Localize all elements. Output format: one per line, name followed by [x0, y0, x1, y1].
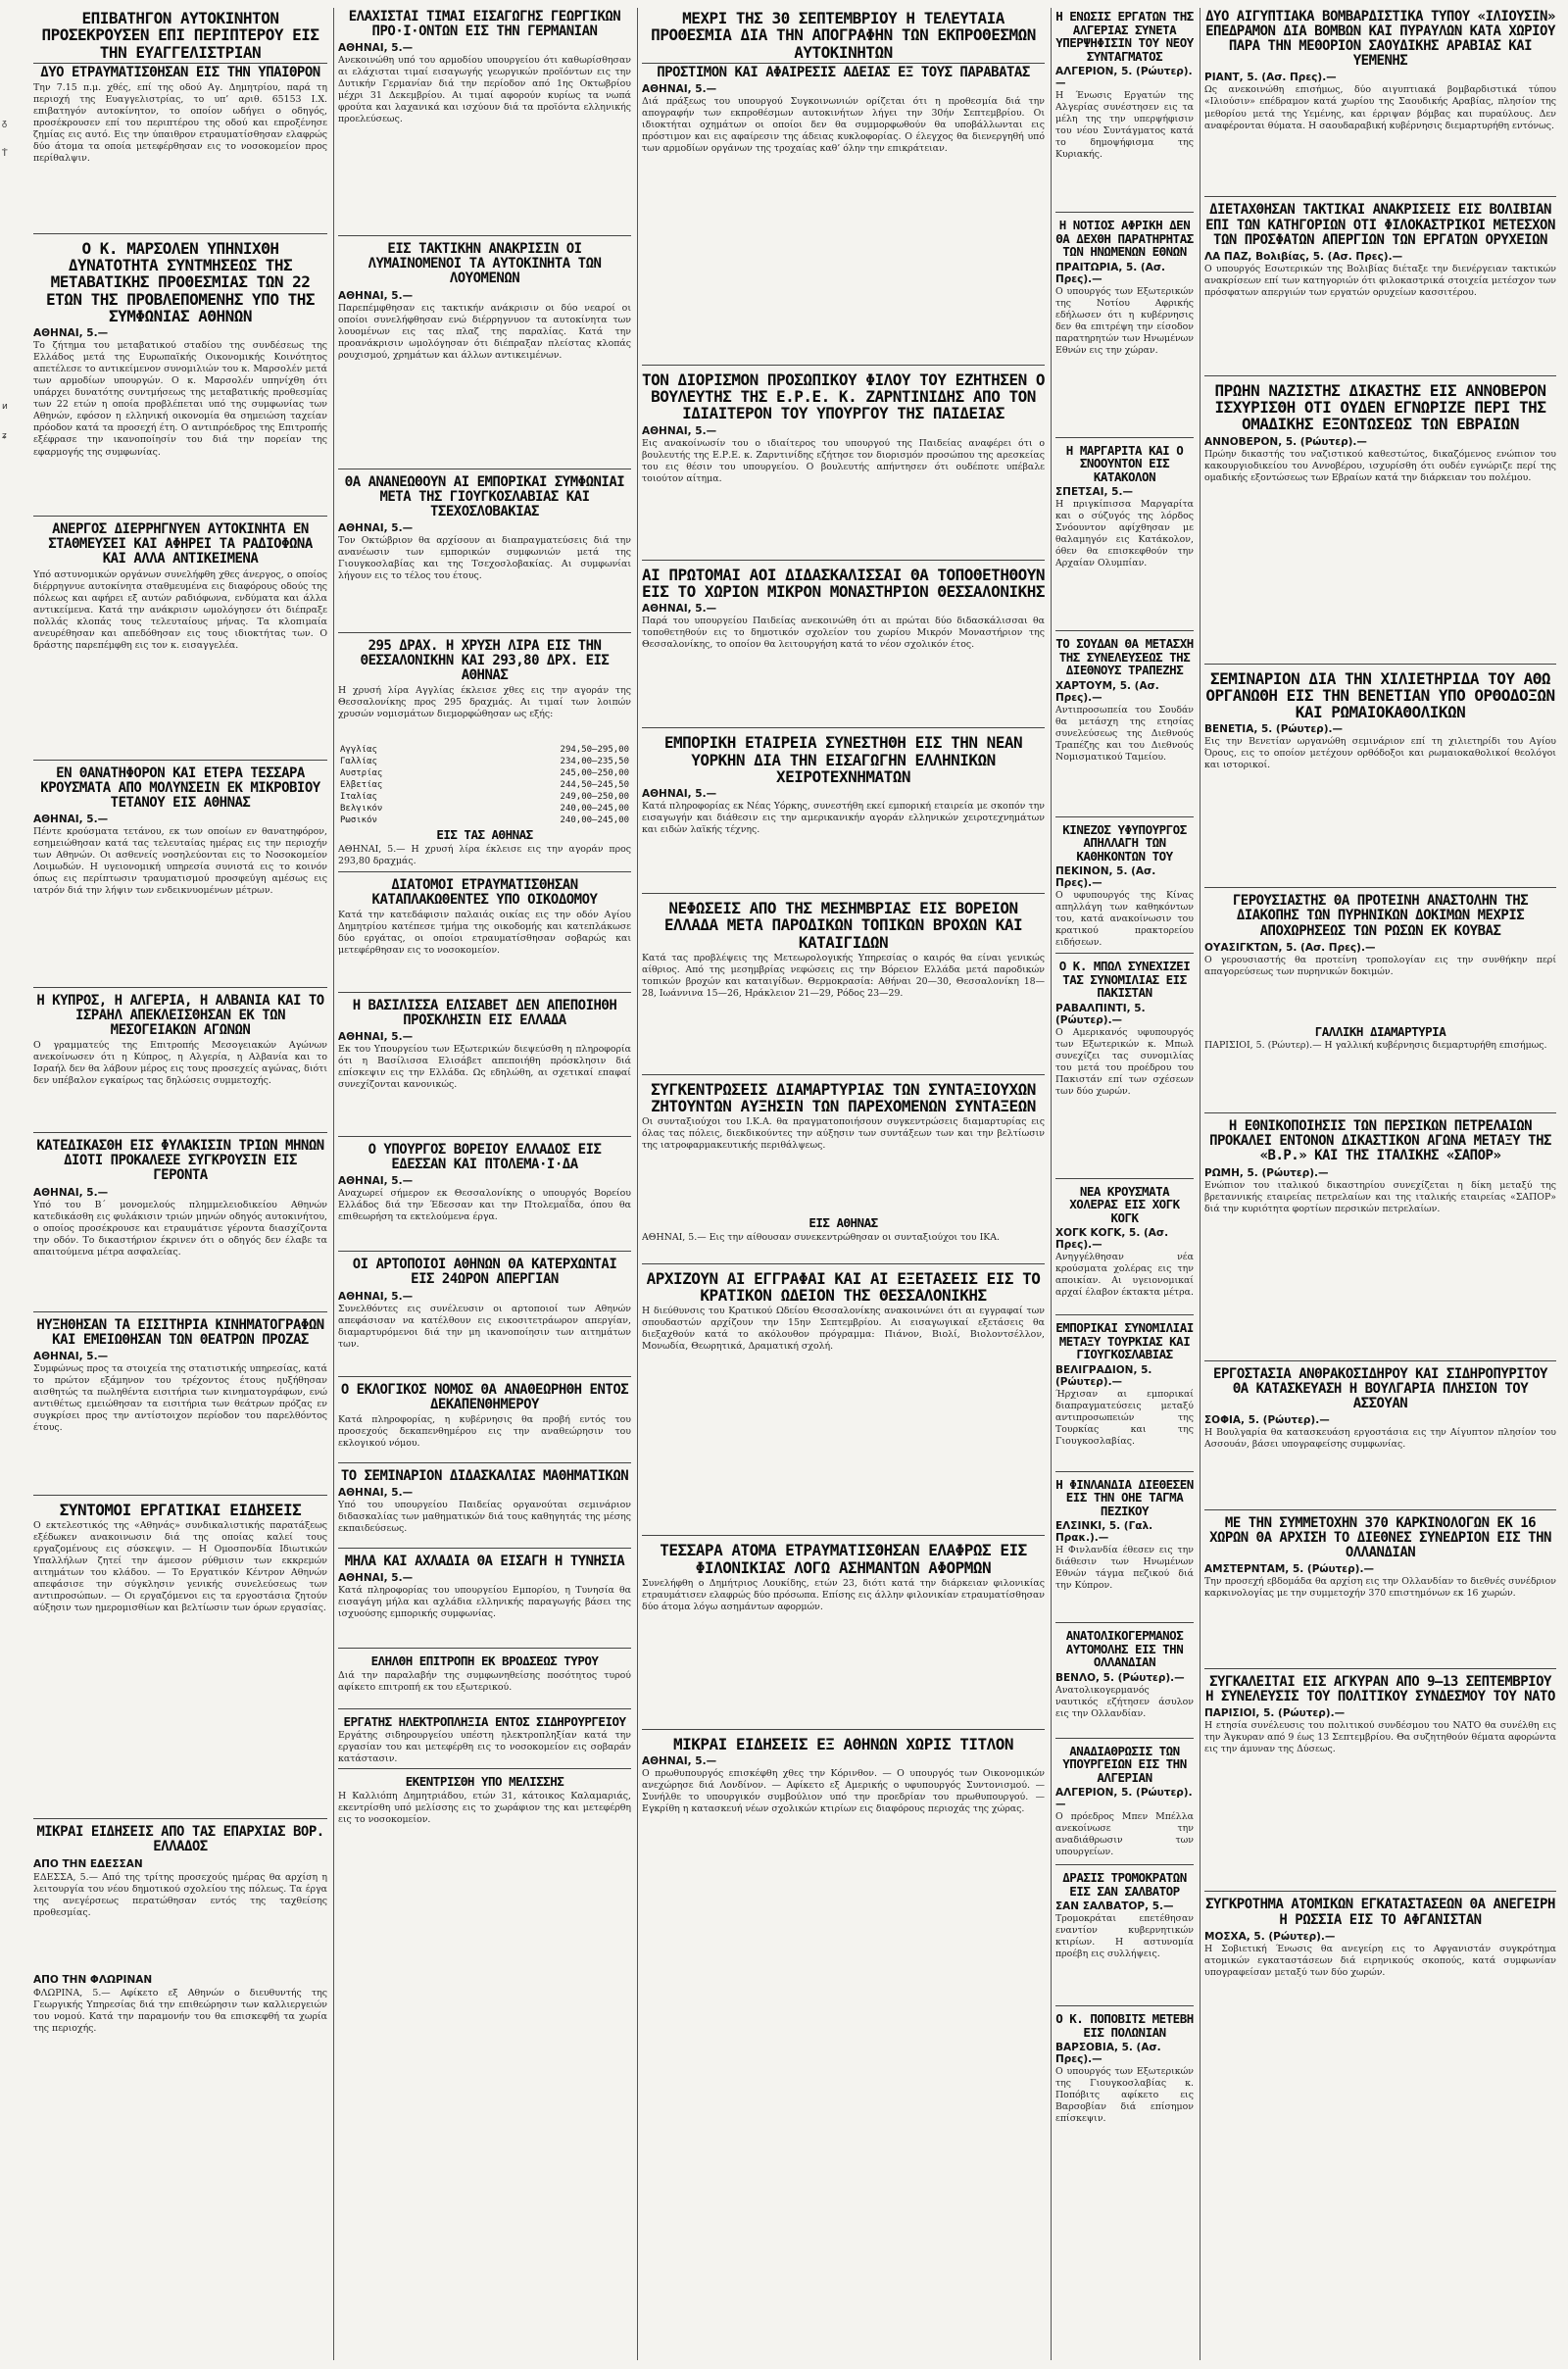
headline: ΤΟΝ ΔΙΟΡΙΣΜΟΝ ΠΡΟΣΩΠΙΚΟΥ ΦΙΛΟΥ ΤΟΥ ΕΖΗΤΗΣΕΝ Ο ΒΟΥΛΕΥΤΗΣ ΤΗΣ Ε.Ρ.Ε. Κ. ΖΑΡΝΤΙΝΙΔΗΣ ΑΠΟ ΤΟΝ ΙΔΙΑΙΤΕΡΟΝ ΤΟΥ ΥΠΟΥΡΓΟΥ ΤΗΣ ΠΑΙΔΕΙΑΣ: [642, 370, 1045, 423]
article-body: Την προσεχή εβδομάδα θα αρχίση εις την Ολλανδίαν το διεθνές συνέδριον καρκινολογίας με την συμμετοχήν 370 επιστημόνων εκ 16 χωρών.: [1204, 1576, 1556, 1600]
dateline: ΑΘΗΝΑΙ, 5.—: [642, 82, 717, 95]
headline: ΑΝΕΡΓΟΣ ΔΙΕΡΡΗΓΝΥΕΝ ΑΥΤΟΚΙΝΗΤΑ ΕΝ ΣΤΑΘΜΕΥΣΕΙ ΚΑΙ ΑΦΗΡΕΙ ΤΑ ΡΑΔΙΟΦΩΝΑ ΚΑΙ ΑΛΛΑ ΑΝΤΙΚΕΙΜΕΝΑ: [48, 521, 313, 568]
article: [642, 734, 1045, 894]
dateline: ΑΘΗΝΑΙ, 5.—: [338, 1175, 414, 1188]
margin-mark: ᵹ: [2, 119, 8, 128]
headline: ΑΝΑΤΟΛΙΚΟΓΕΡΜΑΝΟΣ ΑΥΤΟΜΟΛΗΣ ΕΙΣ ΤΗΝ ΟΛΛΑΝΔΙΑΝ: [1065, 1628, 1184, 1669]
article-body: ΦΛΩΡΙΝΑ, 5.— Αφίκετο εξ Αθηνών ο διευθυντής της Γεωργικής Υπηρεσίας διά την επιθεώρησιν των καλλιεργειών του νομού. Κατά την παραμονήν του θα επισκεφθή τα χωρία της περιοχής.: [33, 1988, 327, 2035]
headline: ΕΜΠΟΡΙΚΑΙ ΣΥΝΟΜΙΛΙΑΙ ΜΕΤΑΞΥ ΤΟΥΡΚΙΑΣ ΚΑΙ ΓΙΟΥΓΚΟΣΛΑΒΙΑΣ: [1055, 1320, 1194, 1361]
dateline: ΒΕΛΙΓΡΑΔΙΟΝ, 5. (Ρώυτερ).—: [1055, 1363, 1152, 1388]
dateline: ΧΑΡΤΟΥΜ, 5. (Ασ. Πρες).—: [1055, 679, 1159, 704]
headline: ΣΥΓΚΕΝΤΡΩΣΕΙΣ ΔΙΑΜΑΡΤΥΡΙΑΣ ΤΩΝ ΣΥΝΤΑΞΙΟΥΧΩΝ ΖΗΤΟΥΝΤΩΝ ΑΥΞΗΣΙΝ ΤΩΝ ΠΑΡΕΧΟΜΕΝΩΝ ΣΥΝΤΑΞΕΩΝ: [651, 1079, 1036, 1116]
headline: ΣΥΓΚΡΟΤΗΜΑ ΑΤΟΜΙΚΩΝ ΕΓΚΑΤΑΣΤΑΣΕΩΝ ΘΑ ΑΝΕΓΕΙΡΗ Η ΡΩΣΣΙΑ ΕΙΣ ΤΟ ΑΦΓΑΝΙΣΤΑΝ: [1205, 1897, 1555, 1928]
headline: ΟΙ ΑΡΤΟΠΟΙΟΙ ΑΘΗΝΩΝ ΘΑ ΚΑΤΕΡΧΩΝΤΑΙ ΕΙΣ 24ΩΡΟΝ ΑΠΕΡΓΙΑΝ: [352, 1257, 617, 1288]
dateline: ΠΡΑΙΤΩΡΙΑ, 5. (Ασ. Πρες).—: [1055, 261, 1166, 285]
article: [33, 1825, 327, 2129]
article-body: ΑΘΗΝΑΙ, 5.— Εις την αίθουσαν συνεκεντρώθησαν οι συνταξιούχοι του ΙΚΑ.: [642, 1231, 1001, 1243]
article: [338, 475, 631, 633]
article: [33, 1318, 327, 1496]
headline: ΔΥΟ ΑΙΓΥΠΤΙΑΚΑ ΒΟΜΒΑΡΔΙΣΤΙΚΑ ΤΥΠΟΥ «ΙΛΙΟΥΣΙΝ» ΕΠΕΔΡΑΜΟΝ ΔΙΑ ΒΟΜΒΩΝ ΚΑΙ ΠΥΡΑΥΛΩΝ ΚΑΤΑ ΧΩΡΙΟΥ ΠΑΡΑ ΤΗΝ ΜΕΘΟΡΙΟΝ ΣΑΟΥΔΙΚΗΣ ΑΡΑΒΙΑΣ ΚΑΙ ΥΕΜΕΝΗΣ: [1205, 9, 1555, 70]
column-2: [333, 8, 635, 2360]
dateline: ΡΩΜΗ, 5. (Ρώυτερ).—: [1204, 1166, 1329, 1179]
article-body: Ο υπουργός των Εξωτερικών της Γιουγκοσλαβίας κ. Ποπόβιτς αφίκετο εις Βαρσοβίαν διά επίσημον επίσκεψιν.: [1055, 2066, 1194, 2125]
article-body: Ο υπουργός των Εξωτερικών της Νοτίου Αφρικής εδήλωσεν ότι η κυβέρνησις δεν θα επιτρέψη την είσοδον παρατηρητών των Ηνωμένων Εθνών εις την χώραν.: [1055, 285, 1194, 356]
column-5: [1200, 8, 1560, 2360]
article: [1055, 637, 1194, 817]
article-body: Ως ανεκοινώθη επισήμως, δύο αιγυπτιακά βομβαρδιστικά τύπου «Ιλιούσιν» επέδραμον κατά χωρίου της Σαουδικής Αραβίας, πλησίον της μεθορίου μετά της Υεμένης, και έρριψαν βόμβας και πυραύλους. Δεν αναφέρονται θύματα. Η σαουδαραβική κυβέρνησις διεμαρτυρήθη εντόνως.: [1204, 84, 1556, 131]
article: [1055, 444, 1194, 632]
table-row: [338, 767, 631, 779]
article: [642, 1542, 1045, 1730]
article: [642, 371, 1045, 561]
dateline: ΒΕΝΕΤΙΑ, 5. (Ρώυτερ).—: [1204, 723, 1343, 736]
headline: ΗΥΞΗΘΗΣΑΝ ΤΑ ΕΙΣΙΤΗΡΙΑ ΚΙΝΗΜΑΤΟΓΡΑΦΩΝ ΚΑΙ ΕΜΕΙΩΘΗΣΑΝ ΤΩΝ ΘΕΑΤΡΩΝ ΠΡΟΖΑΣ: [36, 1316, 324, 1348]
dateline: ΑΘΗΝΑΙ, 5.—: [338, 42, 414, 55]
article: [338, 1654, 631, 1709]
article-body: Διά την παραλαβήν της συμφωνηθείσης ποσότητος τυρού αφίκετο επιτροπή εκ του εξωτερικού.: [338, 1669, 631, 1693]
headline: ΜΗΛΑ ΚΑΙ ΑΧΛΑΔΙΑ ΘΑ ΕΙΣΑΓΗ Η ΤΥΝΗΣΙΑ: [344, 1553, 625, 1569]
headline: ΤΟ ΣΟΥΔΑΝ ΘΑ ΜΕΤΑΣΧΗ ΤΗΣ ΣΥΝΕΛΕΥΣΕΩΣ ΤΗΣ ΔΙΕΘΝΟΥΣ ΤΡΑΠΕΖΗΣ: [1055, 636, 1194, 677]
section-subhead: ΑΠΟ ΤΗΝ ΕΔΕΣΣΑΝ: [33, 1858, 143, 1871]
article-body: Αντιπροσωπεία του Σουδάν θα μετάσχη της ετησίας συνελεύσεως της Διεθνούς Τραπέζης και του Διεθνούς Νομισματικού Ταμείου.: [1055, 704, 1194, 763]
dateline: ΑΘΗΝΑΙ, 5.—: [338, 289, 414, 302]
headline: ΔΙΑΤΟΜΟΙ ΕΤΡΑΥΜΑΤΙΣΘΗΣΑΝ ΚΑΤΑΠΛΑΚΩΘΕΝΤΕΣ ΥΠΟ ΟΙΚΟΔΟΜΟΥ: [371, 876, 598, 908]
article-body: Τρομοκράται επετέθησαν εναντίον κυβερνητικών κτιρίων. Η αστυνομία προέβη εις συλλήψεις.: [1055, 1913, 1194, 1960]
dateline: ΒΕΝΛΟ, 5. (Ρώυτερ).—: [1055, 1671, 1185, 1684]
headline: ΜΙΚΡΑΙ ΕΙΔΗΣΕΙΣ ΕΞ ΑΘΗΝΩΝ ΧΩΡΙΣ ΤΙΤΛΟΝ: [672, 1734, 1014, 1753]
headline: ΝΕΑ ΚΡΟΥΣΜΑΤΑ ΧΟΛΕΡΑΣ ΕΙΣ ΧΟΓΚ ΚΟΓΚ: [1069, 1183, 1180, 1225]
column-3: [637, 8, 1049, 2360]
article-body: ΕΔΕΣΣΑ, 5.— Από της τρίτης προσεχούς ημέρας θα αρχίση η λειτουργία του νέου δημοτικού σχολείου της πόλεως. Τα έργα της ανεγέρσεως περατώθησαν εντός της ταχθείσης προθεσμίας.: [33, 1872, 327, 1919]
article: [1204, 382, 1556, 665]
dateline: ΡΙΑΝΤ, 5. (Ασ. Πρες).—: [1204, 72, 1337, 84]
article: [1204, 10, 1556, 197]
article: [1204, 894, 1556, 1113]
article: [338, 1555, 631, 1649]
headline: ΑΡΧΙΖΟΥΝ ΑΙ ΕΓΓΡΑΦΑΙ ΚΑΙ ΑΙ ΕΞΕΤΑΣΕΙΣ ΕΙΣ ΤΟ ΚΡΑΤΙΚΟΝ ΩΔΕΙΟΝ ΤΗΣ ΘΕΣΣΑΛΟΝΙΚΗΣ: [646, 1268, 1041, 1306]
headline: ΜΕΧΡΙ ΤΗΣ 30 ΣΕΠΤΕΜΒΡΙΟΥ Η ΤΕΛΕΥΤΑΙΑ ΠΡΟΘΕΣΜΙΑ ΔΙΑ ΤΗΝ ΑΠΟΓΡΑΦΗΝ ΤΩΝ ΕΚΠΡΟΘΕΣΜΩΝ ΑΥΤΟΚΙΝΗΤΩΝ: [651, 9, 1036, 62]
headline: ΣΕΜΙΝΑΡΙΟΝ ΔΙΑ ΤΗΝ ΧΙΛΙΕΤΗΡΙΔΑ ΤΟΥ ΑΘΩ ΟΡΓΑΝΩΘΗ ΕΙΣ ΤΗΝ ΒΕΝΕΤΙΑΝ ΥΠΟ ΟΡΘΟΔΟΞΩΝ ΚΑΙ ΡΩΜΑΙΟΚΑΘΟΛΙΚΩΝ: [1205, 668, 1555, 722]
article: [338, 1469, 631, 1549]
dateline: ΑΘΗΝΑΙ, 5.—: [642, 788, 717, 801]
article: [1204, 670, 1556, 889]
article-body: Διά πράξεως του υπουργού Συγκοινωνιών ορίζεται ότι η προθεσμία διά την απογραφήν των εκπροθέσμων αυτοκινήτων λήγει την 30ήν Σεπτεμβρίου. Οι ιδιοκτήται οχημάτων οι οποίοι δεν θα συμμορφωθούν θα υποβάλλωνται εις πρόστιμον και εις αφαίρεσιν της άδειας κυκλοφορίας. Ο έλεγχος θα διενεργηθή υπό των αρμοδίων οργάνων της τροχαίας καθ’ όλην την επικράτειαν.: [642, 95, 1045, 155]
article-body: Η Ένωσις Εργατών της Αλγερίας συνέστησεν εις τα μέλη της την υπερψήφισιν του νέου Συντάγματος κατά το δημοψήφισμα της Κυριακής.: [1055, 90, 1194, 161]
dateline: ΑΜΣΤΕΡΝΤΑΜ, 5. (Ρώυτερ).—: [1204, 1563, 1374, 1576]
headline: Η ΦΙΝΛΑΝΔΙΑ ΔΙΕΘΕΣΕΝ ΕΙΣ ΤΗΝ ΟΗΕ ΤΑΓΜΑ ΠΕΖΙΚΟΥ: [1055, 1476, 1194, 1518]
article: [33, 240, 327, 517]
dateline: ΑΘΗΝΑΙ, 5.—: [642, 424, 717, 437]
article: [1204, 1119, 1556, 1360]
article-body: ΑΘΗΝΑΙ, 5.— Η χρυσή λίρα έκλεισε εις την αγοράν προς 293,80 δραχμάς.: [338, 843, 631, 866]
dateline: ΑΘΗΝΑΙ, 5.—: [338, 1031, 414, 1044]
article: [642, 567, 1045, 729]
article-body: Εις ανακοίνωσίν του ο ιδιαίτερος του υπουργού της Παιδείας αναφέρει ότι ο βουλευτής της Ε.Ρ.Ε. κ. Ζαρντινίδης εζήτησε τον διορισμόν προσώπου της αρεσκείας του εις θέσιν του υπουργείου. Ο βουλευτής απήντησεν ότι ουδέποτε υπέβαλε τοιούτον αίτημα.: [642, 437, 1045, 484]
article: [1055, 960, 1194, 1179]
dateline: ΑΝΝΟΒΕΡΟΝ, 5. (Ρώυτερ).—: [1204, 435, 1367, 448]
article: [33, 10, 327, 234]
article-body: Την 7.15 π.μ. χθές, επί της οδού Αγ. Δημητρίου, παρά τη περιοχή της Ευαγγελιστρίας, το υπ’ αριθ. 65153 Ι.Χ. επιβατηγόν αυτοκίνητον, το οποίον ωδήγει ο οδηγός, προσέκρουσεν επί του περιπτέρου της οδού και επροξένησε ζημίας εις αυτό. Εις την ύπαιθρον ετραυματίσθησαν ελαφρώς δύο άτομα τα οποία μετεφέρθησαν εις το νοσοκομείον προς περίθαλψιν.: [33, 81, 327, 165]
table-cell: Ιταλίας: [340, 792, 377, 803]
article-body: Ο γραμματεύς της Επιτροπής Μεσογειακών Αγώνων ανεκοίνωσεν ότι η Κύπρος, η Αλγερία, η Αλβανία και το Ισραήλ δεν θα λάβουν μέρος εις τους προσεχείς αγώνας, διότι δεν υπέβαλον εγκαίρως τας δηλώσεις συμμετοχής.: [33, 1040, 327, 1087]
table-cell: Βελγικόν: [340, 804, 383, 814]
headline: ΑΝΑΔΙΑΘΡΩΣΙΣ ΤΩΝ ΥΠΟΥΡΓΕΙΩΝ ΕΙΣ ΤΗΝ ΑΛΓΕΡΙΑΝ: [1062, 1743, 1187, 1785]
table-row: [338, 779, 631, 791]
section-subhead: ΕΙΣ ΑΘΗΝΑΣ: [808, 1215, 878, 1231]
article: [338, 1383, 631, 1463]
headline: ΤΕΣΣΑΡΑ ΑΤΟΜΑ ΕΤΡΑΥΜΑΤΙΣΘΗΣΑΝ ΕΛΑΦΡΩΣ ΕΙΣ ΦΙΛΟΝΙΚΙΑΣ ΛΟΓΩ ΑΣΗΜΑΝΤΩΝ ΑΦΟΡΜΩΝ: [660, 1541, 1027, 1577]
dateline: ΛΑ ΠΑΖ, Βολιβίας, 5. (Ασ. Πρες).—: [1204, 250, 1403, 263]
dateline: ΠΕΚΙΝΟΝ, 5. (Ασ. Πρες).—: [1055, 865, 1156, 889]
article-body: Η Καλλιόπη Δημητριάδου, ετών 31, κάτοικος Καλαμαριάς, εκεντρίσθη υπό μελίσσης εις το χωράφιον της και μετεφέρθη εις το νοσοκομείον.: [338, 1790, 631, 1825]
article-body: Ο Αμερικανός υφυπουργός των Εξωτερικών κ. Μπωλ συνεχίζει τας συνομιλίας του μετά του προέδρου του Πακιστάν επί των σχέσεων των δύο χωρών.: [1055, 1026, 1194, 1097]
section-subhead: ΑΠΟ ΤΗΝ ΦΛΩΡΙΝΑΝ: [33, 1974, 153, 1987]
article-body: Ο πρωθυπουργός επισκέφθη χθες την Κόρινθον. — Ο υπουργός των Οικονομικών ανεχώρησε διά Λονδίνον. — Αφίκετο εξ Αμερικής ο υφυπουργός Συντονισμού. — Συνήλθε το υπουργικόν συμβούλιον υπό την προεδρίαν του πρωθυπουργού. — Εγκρίθη η κατασκευή νέων σχολικών κτιρίων εις διαφόρους περιοχάς της χώρας.: [642, 1768, 1045, 1815]
table-cell: Αυστρίας: [340, 768, 383, 779]
table-row: [338, 803, 631, 814]
dateline: ΑΘΗΝΑΙ, 5.—: [338, 1572, 414, 1585]
article: [33, 1502, 327, 1819]
headline: ΕΛΗΛΘΗ ΕΠΙΤΡΟΠΗ ΕΚ ΒΡΟΔΣΕΩΣ ΤΥΡΟΥ: [370, 1653, 599, 1669]
article-body: Εκ του Υπουργείου των Εξωτερικών διεψεύσθη η πληροφορία ότι η Βασίλισσα Ελισάβετ απεποιήθη πρόσκλησιν διά επίσκεψιν εις την Ελλάδα. Ως εδηλώθη, αι σχετικαί επαφαί συνεχίζονται κανονικώς.: [338, 1044, 631, 1091]
headline: Ο Κ. ΜΠΩΛ ΣΥΝΕΧΙΖΕΙ ΤΑΣ ΣΥΝΟΜΙΛΙΑΣ ΕΙΣ ΠΑΚΙΣΤΑΝ: [1058, 959, 1191, 1000]
dateline: ΑΘΗΝΑΙ, 5.—: [338, 521, 414, 534]
article-body: Υπό του υπουργείου Παιδείας οργανούται σεμινάριον διδασκαλίας των μαθηματικών διά τους καθηγητάς της μέσης εκπαιδεύσεως.: [338, 1499, 631, 1534]
article-body: Ο υφυπουργός της Κίνας απηλλάγη των καθηκόντων του, κατά ανακοίνωσιν του κρατικού πρακτορείου ειδήσεων.: [1055, 890, 1194, 949]
article-body: Κατά τας προβλέψεις της Μετεωρολογικής Υπηρεσίας ο καιρός θα είναι γενικώς αίθριος. Από της μεσημβρίας νεφώσεις εις την Βόρειον Ελλάδα μετά παροδικών τοπικών βροχών και καταιγίδων. Θερμοκρασία: Αθήναι 20—30, Θεσσαλονίκη 18—28, Ιωάννινα 15—26, Ηράκλειον 21—29, Ρόδος 23—29.: [642, 952, 1045, 999]
table-cell: Ελβετίας: [340, 780, 383, 791]
article: [1055, 219, 1194, 438]
dateline: ΑΘΗΝΑΙ, 5.—: [33, 813, 109, 825]
article-body: Ο υπουργός Εσωτερικών της Βολιβίας διέταξε την διενέργειαν τακτικών ανακρίσεων επί των κατηγοριών ότι φιλοκαστρικά στοιχεία μετέσχον των πρόσφατων απεργιών των εργατών ορυχείων κασσιτέρου.: [1204, 263, 1556, 298]
dateline: ΕΛΣΙΝΚΙ, 5. (Γαλ. Πρακ.).—: [1055, 1520, 1153, 1544]
table-row: [338, 791, 631, 803]
table-cell: 234,00—235,50: [560, 757, 629, 767]
article: [33, 522, 327, 760]
headline: ΜΙΚΡΑΙ ΕΙΔΗΣΕΙΣ ΑΠΟ ΤΑΣ ΕΠΑΡΧΙΑΣ ΒΟΡ. ΕΛΛΑΔΟΣ: [36, 1824, 324, 1855]
article-body: Η διεύθυνσις του Κρατικού Ωδείου Θεσσαλονίκης ανακοινώνει ότι αι εγγραφαί των σπουδαστών αρχίζουν την 15ην Σεπτεμβρίου. Αι εισαγωγικαί εξετάσεις θα διεξαχθούν κατά το ακόλουθον πρόγραμμα: Πιάνον, Βιολί, Βιολοντσέλλον, Μονωδία, Θεωρητικά, Δραματική σχολή.: [642, 1306, 1045, 1353]
article: [1055, 10, 1194, 213]
article: [1204, 1367, 1556, 1510]
article-body: Η Φινλανδία έθεσεν εις την διάθεσιν των Ηνωμένων Εθνών τάγμα πεζικού διά την Κύπρον.: [1055, 1545, 1194, 1592]
gold-price-table: [338, 744, 631, 826]
article: [338, 1258, 631, 1376]
article-body: Η ετησία συνέλευσις του πολιτικού συνδέσμου του ΝΑΤΟ θα συνέλθη εις την Άγκυραν από 9 έως 13 Σεπτεμβρίου. Θα συζητηθούν θέματα αφορώντα εις την άμυναν της Δύσεως.: [1204, 1720, 1556, 1755]
table-cell: Αγγλίας: [340, 745, 377, 756]
article-body: Κατά πληροφορίας του υπουργείου Εμπορίου, η Τυνησία θα εισαγάγη μήλα και αχλάδια ελληνικής παραγωγής βάσει της ισχυούσης εμπορικής συμφωνίας.: [338, 1585, 631, 1620]
headline: Η ΕΘΝΙΚΟΠΟΙΗΣΙΣ ΤΩΝ ΠΕΡΣΙΚΩΝ ΠΕΤΡΕΛΑΙΩΝ ΠΡΟΚΑΛΕΙ ΕΝΤΟΝΟΝ ΔΙΚΑΣΤΙΚΟΝ ΑΓΩΝΑ ΜΕΤΑΞΥ ΤΗΣ «Β.Ρ.» ΚΑΙ ΤΗΣ ΙΤΑΛΙΚΗΣ «ΣΑΠΟΡ»: [1209, 1118, 1551, 1164]
table-cell: 244,50—245,50: [560, 780, 629, 791]
subheadline: ΠΡΟΣΤΙΜΟΝ ΚΑΙ ΑΦΑΙΡΕΣΙΣ ΑΔΕΙΑΣ ΕΞ ΤΟΥΣ ΠΑΡΑΒΑΤΑΣ: [642, 63, 1045, 80]
headline: ΕΝ ΘΑΝΑΤΗΦΟΡΟΝ ΚΑΙ ΕΤΕΡΑ ΤΕΣΣΑΡΑ ΚΡΟΥΣΜΑΤΑ ΑΠΟ ΜΟΛΥΝΣΕΙΝ ΕΚ ΜΙΚΡΟΒΙΟΥ ΤΕΤΑΝΟΥ ΕΙΣ ΑΘΗΝΑΣ: [40, 765, 320, 811]
article: [338, 1715, 631, 1770]
dateline: ΡΑΒΑΛΠΙΝΤΙ, 5. (Ρώυτερ).—: [1055, 1002, 1146, 1026]
section-subhead: ΕΙΣ ΤΑΣ ΑΘΗΝΑΣ: [436, 827, 533, 843]
margin-mark: ʑ: [2, 431, 7, 441]
article-body: Ήρχισαν αι εμπορικαί διαπραγματεύσεις μεταξύ αντιπροσωπειών της Τουρκίας και της Γιουγκοσλαβίας.: [1055, 1388, 1194, 1447]
headline: ΝΕΦΩΣΕΙΣ ΑΠΟ ΤΗΣ ΜΕΣΗΜΒΡΙΑΣ ΕΙΣ ΒΟΡΕΙΟΝ ΕΛΛΑΔΑ ΜΕΤΑ ΠΑΡΟΔΙΚΩΝ ΤΟΠΙΚΩΝ ΒΡΟΧΩΝ ΚΑΙ ΚΑΤΑΙΓΙΔΩΝ: [663, 899, 1023, 952]
headline: Η ΚΥΠΡΟΣ, Η ΑΛΓΕΡΙΑ, Η ΑΛΒΑΝΙΑ ΚΑΙ ΤΟ ΙΣΡΑΗΛ ΑΠΕΚΛΕΙΣΘΗΣΑΝ ΕΚ ΤΩΝ ΜΕΣΟΓΕΙΑΚΩΝ ΑΓΩΝΩΝ: [36, 992, 324, 1039]
dateline: ΒΑΡΣΟΒΙΑ, 5. (Ασ. Πρες).—: [1055, 2042, 1161, 2065]
dateline: ΑΛΓΕΡΙΟΝ, 5. (Ρώυτερ).—: [1055, 66, 1193, 89]
article-body: ΠΑΡΙΣΙΟΙ, 5. (Ρώυτερ).— Η γαλλική κυβέρνησις διεμαρτυρήθη επισήμως.: [1204, 1040, 1547, 1052]
dateline: ΠΑΡΙΣΙΟΙ, 5. (Ρώυτερ).—: [1204, 1707, 1346, 1720]
headline: Ο ΕΚΛΟΓΙΚΟΣ ΝΟΜΟΣ ΘΑ ΑΝΑΘΕΩΡΗΘΗ ΕΝΤΟΣ ΔΕΚΑΠΕΝΘΗΜΕΡΟΥ: [340, 1381, 629, 1412]
article: [1055, 1871, 1194, 2006]
article-body: Ανηγγέλθησαν νέα κρούσματα χολέρας εις την αποικίαν. Αι υγειονομικαί αρχαί έλαβον έκτακτα μέτρα.: [1055, 1252, 1194, 1299]
article: [642, 1081, 1045, 1264]
table-cell: Γαλλίας: [340, 757, 377, 767]
article-body: Εργάτης σιδηρουργείου υπέστη ηλεκτροπληξίαν κατά την εργασίαν του και μετεφέρθη εις το νοσοκομείον εις σοβαράν κατάστασιν.: [338, 1730, 631, 1765]
article: [338, 1143, 631, 1252]
newspaper-page: [29, 8, 1560, 2360]
headline: ΕΠΙΒΑΤΗΓΟΝ ΑΥΤΟΚΙΝΗΤΟΝ ΠΡΟΣΕΚΡΟΥΣΕΝ ΕΠΙ ΠΕΡΙΠΤΕΡΟΥ ΕΙΣ ΤΗΝ ΕΥΑΓΓΕΛΙΣΤΡΙΑΝ: [41, 9, 319, 62]
article: [642, 1270, 1045, 1537]
article: [642, 10, 1045, 366]
article: [1055, 823, 1194, 955]
article: [338, 639, 631, 872]
dateline: ΜΟΣΧΑ, 5. (Ρώυτερ).—: [1204, 1930, 1336, 1943]
headline: Ο Κ. ΠΟΠΟΒΙΤΣ ΜΕΤΕΒΗ ΕΙΣ ΠΟΛΩΝΙΑΝ: [1055, 2011, 1194, 2040]
dateline: ΑΘΗΝΑΙ, 5.—: [33, 1186, 109, 1199]
dateline: ΣΑΝ ΣΑΛΒΑΤΟΡ, 5.—: [1055, 1900, 1174, 1912]
article-body: Εις την Βενετίαν ωργανώθη σεμινάριον επί τη χιλιετηρίδι του Αγίου Όρους, εις το οποίον μετέχουν ορθόδοξοι και ρωμαιοκαθολικοί θεολόγοι και ιστορικοί.: [1204, 736, 1556, 771]
dateline: ΧΟΓΚ ΚΟΓΚ, 5. (Ασ. Πρες).—: [1055, 1227, 1169, 1251]
table-row: [338, 756, 631, 767]
article-body: Ανεκοινώθη υπό του αρμοδίου υπουργείου ότι καθωρίσθησαν αι ελάχισται τιμαί εισαγωγής γεωργικών προϊόντων εις την Δυτικήν Γερμανίαν διά την περίοδον από 1ης Οκτωβρίου μέχρι 31 Δεκεμβρίου. Αι τιμαί αφορούν κυρίως τα νωπά φρούτα και λαχανικά και ισχύουν διά τα προϊόντα ελληνικής προελεύσεως.: [338, 55, 631, 125]
headline: ΣΥΝΤΟΜΟΙ ΕΡΓΑΤΙΚΑΙ ΕΙΔΗΣΕΙΣ: [59, 1500, 302, 1519]
dateline: ΣΠΕΤΣΑΙ, 5.—: [1055, 486, 1133, 498]
article-body: Το ζήτημα του μεταβατικού σταδίου της συνδέσεως της Ελλάδος μετά της Ευρωπαϊκής Οικονομικής Κοινότητος απετέλεσε το αντικείμενον συνομιλιών του κ. Μαρσολέν μετά των αρμοδίων υπουργών. Ο κ. Μαρσολέν υπηνίχθη ότι υπάρχει δυνατότης συντμήσεως της μεταβατικής προθεσμίας των 22 ετών η οποία προβλέπεται υπό της συμφωνίας των Αθηνών, εφόσον η ελληνική οικονομία θα σημειώση ταχείαν πρόοδον κατά τα προσεχή έτη. Ο αντιπρόεδρος της Επιτροπής εξέφρασε την ικανοποίησίν του διά την πορείαν της εφαρμογής της συμφωνίας.: [33, 340, 327, 458]
article-body: Ο πρόεδρος Μπεν Μπέλλα ανεκοίνωσε την αναδιάθρωσιν των υπουργείων.: [1055, 1811, 1194, 1858]
headline: Η ΕΝΩΣΙΣ ΕΡΓΑΤΩΝ ΤΗΣ ΑΛΓΕΡΙΑΣ ΣΥΝΕΤΑ ΥΠΕΡΨΗΦΙΣΙΝ ΤΟΥ ΝΕΟΥ ΣΥΝΤΑΓΜΑΤΟΣ: [1055, 9, 1194, 64]
article-body: Πέντε κρούσματα τετάνου, εκ των οποίων εν θανατηφόρον, εσημειώθησαν κατά τας τελευταίας ημέρας εις την περιοχήν των Αθηνών. Οι ασθενείς νοσηλεύονται εις το Νοσοκομείον Λοιμωδών. Η υγειονομική υπηρεσία συνιστά εις το κοινόν όπως εις περίπτωσιν τραυματισμού προσφεύγη αμέσως εις ιατρόν διά την λήψιν των ενδεικνυομένων μέτρων.: [33, 825, 327, 897]
dateline: ΑΘΗΝΑΙ, 5.—: [642, 603, 717, 616]
dateline: ΣΟΦΙΑ, 5. (Ρώυτερ).—: [1204, 1413, 1330, 1426]
headline: Η ΜΑΡΓΑΡΙΤΑ ΚΑΙ Ο ΣΝΟΟΥΝΤΟΝ ΕΙΣ ΚΑΤΑΚΟΛΟΝ: [1065, 442, 1184, 484]
article: [338, 10, 631, 236]
margin-mark: ᴎ: [2, 402, 8, 412]
headline: Ο ΥΠΟΥΡΓΟΣ ΒΟΡΕΙΟΥ ΕΛΛΑΔΟΣ ΕΙΣ ΕΔΕΣΣΑΝ ΚΑΙ ΠΤΟΛΕΜΑ·Ι·ΔΑ: [368, 1142, 602, 1173]
column-4: [1051, 8, 1198, 2360]
headline: ΘΑ ΑΝΑΝΕΩΘΟΥΝ ΑΙ ΕΜΠΟΡΙΚΑΙ ΣΥΜΦΩΝΙΑΙ ΜΕΤΑ ΤΗΣ ΓΙΟΥΓΚΟΣΛΑΒΙΑΣ ΚΑΙ ΤΣΕΧΟΣΛΟΒΑΚΙΑΣ: [344, 473, 625, 519]
article-body: Η χρυσή λίρα Αγγλίας έκλεισε χθες εις την αγοράν της Θεσσαλονίκης προς 295 δραχμάς. Αι τιμαί των λοιπών χρυσών νομισμάτων διεμορφώθησαν ως εξής:: [338, 685, 631, 720]
table-cell: 240,00—245,00: [560, 804, 629, 814]
dateline: ΑΘΗΝΑΙ, 5.—: [33, 1350, 109, 1362]
headline: Η ΒΑΣΙΛΙΣΣΑ ΕΛΙΣΑΒΕΤ ΔΕΝ ΑΠΕΠΟΙΗΘΗ ΠΡΟΣΚΛΗΣΙΝ ΕΙΣ ΕΛΛΑΔΑ: [352, 997, 617, 1029]
article: [33, 766, 327, 988]
table-cell: 294,50—295,00: [560, 745, 629, 756]
headline: ΕΙΣ ΤΑΚΤΙΚΗΝ ΑΝΑΚΡΙΣΙΝ ΟΙ ΛΥΜΑΙΝΟΜΕΝΟΙ ΤΑ ΑΥΤΟΚΙΝΗΤΑ ΤΩΝ ΛΟΥΟΜΕΝΩΝ: [368, 241, 602, 287]
article-body: Συνελήφθη ο Δημήτριος Λουκίδης, ετών 23, διότι κατά την διάρκειαν φιλονικίας ετραυμάτισεν ελαφρώς δύο πρόσωπα. Επίσης εις άλλην φιλονικίαν ετραυματίσθησαν δύο άτομα λόγω ασημάντων αφορμών.: [642, 1577, 1045, 1612]
article: [1055, 1321, 1194, 1472]
headline: ΣΥΓΚΑΛΕΙΤΑΙ ΕΙΣ ΑΓΚΥΡΑΝ ΑΠΟ 9—13 ΣΕΠΤΕΜΒΡΙΟΥ Η ΣΥΝΕΛΕΥΣΙΣ ΤΟΥ ΠΟΛΙΤΙΚΟΥ ΣΥΝΔΕΣΜΟΥ ΤΟΥ ΝΑΤΟ: [1205, 1674, 1555, 1705]
article: [1055, 2012, 1194, 2227]
article: [33, 994, 327, 1133]
article-body: Συμφώνως προς τα στοιχεία της στατιστικής υπηρεσίας, κατά το πρώτον εξάμηνον του τρέχοντος έτους ηυξήθησαν αισθητώς τα πωληθέντα εισιτήρια των κινηματογράφων, ενώ αντιθέτως εμειώθησαν τα εισιτήρια των θεάτρων πρόζας εν συγκρίσει προς την αντίστοιχον περίοδον του παρελθόντος έτους.: [33, 1362, 327, 1433]
article-body: Παρά του υπουργείου Παιδείας ανεκοινώθη ότι αι πρώται δύο διδασκάλισσαι θα τοποθετηθούν εις το δημοτικόν σχολείον του χωρίου Μικρόν Μοναστήριον της Θεσσαλονίκης, το οποίον θα λειτουργήση κατά το νέον σχολικόν έτος.: [642, 616, 1045, 651]
article: [1055, 1185, 1194, 1316]
article-body: Υπό αστυνομικών οργάνων συνελήφθη χθες άνεργος, ο οποίος διέρρηγνυε αυτοκίνητα σταθμευμένα εις διαφόρους οδούς της πόλεως και αφήρει εξ αυτών ραδιόφωνα, ενδύματα και άλλα αντικείμενα. Κατά την ανάκρισιν ωμολόγησεν ότι διέπραξε πολλάς κλοπάς τους τελευταίους μήνας. Τα κλοπιμαία ανευρέθησαν και απεδόθησαν εις τους ιδιοκτήτας των. Ο δράστης παρεπέμφθη εις τον κ. εισαγγελέα.: [33, 568, 327, 651]
headline: ΕΜΠΟΡΙΚΗ ΕΤΑΙΡΕΙΑ ΣΥΝΕΣΤΗΘΗ ΕΙΣ ΤΗΝ ΝΕΑΝ ΥΟΡΚΗΝ ΔΙΑ ΤΗΝ ΕΙΣΑΓΩΓΗΝ ΕΛΛΗΝΙΚΩΝ ΧΕΙΡΟΤΕΧΝΗΜΑΤΩΝ: [663, 733, 1023, 786]
article-body: Η πριγκίπισσα Μαργαρίτα και ο σύζυγός της λόρδος Σνόουντον αφίχθησαν με θαλαμηγόν εις Κατάκολον, όθεν θα επισκεφθούν την Αρχαίαν Ολυμπίαν.: [1055, 499, 1194, 569]
headline: ΕΚΕΝΤΡΙΣΘΗ ΥΠΟ ΜΕΛΙΣΣΗΣ: [405, 1774, 564, 1790]
headline: ΓΕΡΟΥΣΙΑΣΤΗΣ ΘΑ ΠΡΟΤΕΙΝΗ ΑΝΑΣΤΟΛΗΝ ΤΗΣ ΔΙΑΚΟΠΗΣ ΤΩΝ ΠΥΡΗΝΙΚΩΝ ΔΟΚΙΜΩΝ ΜΕΧΡΙΣ ΑΠΟΧΩΡΗΣΕΩΣ ΤΩΝ ΡΩΣΩΝ ΕΚ ΚΟΥΒΑΣ: [1232, 893, 1529, 939]
section-subhead: ΓΑΛΛΙΚΗ ΔΙΑΜΑΡΤΥΡΙΑ: [1314, 1023, 1446, 1039]
article-body: Υπό του Β΄ μονομελούς πλημμελειοδικείου Αθηνών κατεδικάσθη εις φυλάκισιν τριών μηνών οδηγός αυτοκινήτου, ο οποίος προσέκρουσε και ετραυμάτισε γέροντα διασχίζοντα την οδόν. Το δικαστήριον έκρινεν ότι ο οδηγός δεν έλαβε τα απαιτούμενα μέτρα ασφαλείας.: [33, 1199, 327, 1258]
headline: ΚΑΤΕΔΙΚΑΣΘΗ ΕΙΣ ΦΥΛΑΚΙΣΙΝ ΤΡΙΩΝ ΜΗΝΩΝ ΔΙΟΤΙ ΠΡΟΚΑΛΕΣΕ ΣΥΓΚΡΟΥΣΙΝ ΕΙΣ ΓΕΡΟΝΤΑ: [36, 1138, 324, 1184]
headline: ΠΡΩΗΝ ΝΑΖΙΣΤΗΣ ΔΙΚΑΣΤΗΣ ΕΙΣ ΑΝΝΟΒΕΡΟΝ ΙΣΧΥΡΙΣΘΗ ΟΤΙ ΟΥΔΕΝ ΕΓΝΩΡΙΖΕ ΠΕΡΙ ΤΗΣ ΟΜΑΔΙΚΗΣ ΕΞΟΝΤΩΣΕΩΣ ΤΩΝ ΕΒΡΑΙΩΝ: [1214, 380, 1546, 434]
headline: Ο Κ. ΜΑΡΣΟΛΕΝ ΥΠΗΝΙΧΘΗ ΔΥΝΑΤΟΤΗΤΑ ΣΥΝΤΜΗΣΕΩΣ ΤΗΣ ΜΕΤΑΒΑΤΙΚΗΣ ΠΡΟΘΕΣΜΙΑΣ ΤΩΝ 22 ΕΤΩΝ ΤΗΣ ΠΡΟΒΛΕΠΟΜΕΝΗΣ ΥΠΟ ΤΗΣ ΣΥΜΦΩΝΙΑΣ ΑΘΗΝΩΝ: [46, 238, 315, 325]
headline: ΜΕ ΤΗΝ ΣΥΜΜΕΤΟΧΗΝ 370 ΚΑΡΚΙΝΟΛΟΓΩΝ ΕΚ 16 ΧΩΡΩΝ ΘΑ ΑΡΧΙΣΗ ΤΟ ΔΙΕΘΝΕΣ ΣΥΝΕΔΡΙΟΝ ΕΙΣ ΤΗΝ ΟΛΛΑΝΔΙΑΝ: [1209, 1514, 1551, 1561]
subheadline: ΔΥΟ ΕΤΡΑΥΜΑΤΙΣΘΗΣΑΝ ΕΙΣ ΤΗΝ ΥΠΑΙΘΡΟΝ: [33, 63, 327, 80]
article-body: Πρώην δικαστής του ναζιστικού καθεστώτος, δικαζόμενος ενώπιον του κακουργιοδικείου του Αννοβέρου, ισχυρίσθη ότι ουδέν εγνώριζε περί της ομαδικής εξοντώσεως των Εβραίων κατά την διάρκειαν του πολέμου.: [1204, 448, 1556, 483]
article: [338, 999, 631, 1137]
article: [1055, 1745, 1194, 1866]
article: [1204, 1516, 1556, 1669]
article: [1055, 1629, 1194, 1739]
table-row: [338, 744, 631, 756]
headline: ΔΙΕΤΑΧΘΗΣΑΝ ΤΑΚΤΙΚΑΙ ΑΝΑΚΡΙΣΕΙΣ ΕΙΣ ΒΟΛΙΒΙΑΝ ΕΠΙ ΤΩΝ ΚΑΤΗΓΟΡΙΩΝ ΟΤΙ ΦΙΛΟΚΑΣΤΡΙΚΟΙ ΜΕΤΕΣΧΟΝ ΤΩΝ ΠΡΟΣΦΑΤΩΝ ΑΠΕΡΓΙΩΝ ΤΩΝ ΕΡΓΑΤΩΝ ΟΡΥΧΕΙΩΝ: [1205, 202, 1555, 248]
article: [642, 1736, 1045, 2066]
article-body: Κατά την κατεδάφισιν παλαιάς οικίας εις την οδόν Αγίου Δημητρίου κατέπεσε τμήμα της οικοδομής και κατεπλάκωσε δύο εργάτας, οι οποίοι ετραυματίσθησαν σοβαρώς και μετεφέρθησαν εις το νοσοκομείον.: [338, 909, 631, 957]
article-body: Ενώπιον του ιταλικού δικαστηρίου συνεχίζεται η δίκη μεταξύ της βρεταννικής εταιρείας πετρελαίων και της ιταλικής εταιρείας «ΣΑΠΟΡ» διά την κυριότητα φορτίων περσικών πετρελαίων.: [1204, 1179, 1556, 1214]
article-body: Οι συνταξιούχοι του Ι.Κ.Α. θα πραγματοποιήσουν συγκεντρώσεις διαμαρτυρίας εις όλας τας πόλεις, διεκδικούντες την αύξησιν των συντάξεων των και την βελτίωσιν της ιατροφαρμακευτικής περιθάλψεως.: [642, 1116, 1045, 1152]
headline: 295 ΔΡΑΧ. Η ΧΡΥΣΗ ΛΙΡΑ ΕΙΣ ΤΗΝ ΘΕΣΣΑΛΟΝΙΚΗΝ ΚΑΙ 293,80 ΔΡΧ. ΕΙΣ ΑΘΗΝΑΣ: [360, 637, 610, 684]
article: [33, 1139, 327, 1311]
article-body: Ο εκτελεστικός της «Αθηνάς» συνδικαλιστικής παρατάξεως εξέδωκεν ανακοινωσιν διά της οποίας καλεί τους εργαζομένους εις σύσκεψιν. — Η Ομοσπονδία Ιδιωτικών Υπαλλήλων ζητεί την άμεσον ρύθμισιν των εκκρεμών αιτημάτων του κλάδου. — Το Εργατικόν Κέντρον Αθηνών απεφάσισε την σύγκλησιν γενικής συνελεύσεως των αντιπροσώπων. — Οι εργαζόμενοι εις τα εργοστάσια ζητούν αύξησιν των ημερομισθίων και βελτίωσιν των όρων εργασίας.: [33, 1520, 327, 1614]
article: [338, 242, 631, 469]
article: [1204, 1675, 1556, 1892]
headline: ΕΛΑΧΙΣΤΑΙ ΤΙΜΑΙ ΕΙΣΑΓΩΓΗΣ ΓΕΩΡΓΙΚΩΝ ΠΡΟ·Ι·ΟΝΤΩΝ ΕΙΣ ΤΗΝ ΓΕΡΜΑΝΙΑΝ: [348, 9, 621, 40]
headline: ΑΙ ΠΡΩΤΟΜΑΙ ΑΟΙ ΔΙΔΑΣΚΑΛΙΣΣΑΙ ΘΑ ΤΟΠΟΘΕΤΗΘΟΥΝ ΕΙΣ ΤΟ ΧΩΡΙΟΝ ΜΙΚΡΟΝ ΜΟΝΑΣΤΗΡΙΟΝ ΘΕΣΣΑΛΟΝΙΚΗΣ: [642, 565, 1045, 601]
margin-mark: Ṫ: [2, 149, 8, 159]
article-body: Αναχωρεί σήμερον εκ Θεσσαλονίκης ο υπουργός Βορείου Ελλάδος διά την Έδεσσαν και την Πτολεμαΐδα, όπου θα επιθεωρήση τα εκτελούμενα έργα.: [338, 1188, 631, 1223]
article: [338, 1775, 631, 1844]
headline: ΕΡΓΑΤΗΣ ΗΛΕΚΤΡΟΠΛΗΞΙΑ ΕΝΤΟΣ ΣΙΔΗΡΟΥΡΓΕΙΟΥ: [343, 1713, 626, 1729]
article-body: Παρεπέμφθησαν εις τακτικήν ανάκρισιν οι δύο νεαροί οι οποίοι συνελήφθησαν ενώ διέρρηγνυον τα αυτοκίνητα των λουομένων εις τας πλαζ της παραλίας. Κατά την προανάκρισιν ωμολόγησαν ότι διέπραξαν πλείστας κλοπάς ρουχισμού, χρημάτων και άλλων αντικειμένων.: [338, 302, 631, 361]
article: [338, 878, 631, 993]
table-cell: 249,00—250,00: [560, 792, 629, 803]
table-cell: Ρωσικόν: [340, 815, 377, 826]
article-body: Η Σοβιετική Ένωσις θα ανεγείρη εις το Αφγανιστάν συγκρότημα ατομικών εγκαταστάσεων διά ειρηνικούς σκοπούς, κατά συμφωνίαν υπογραφείσαν μεταξύ των δύο χωρών.: [1204, 1943, 1556, 1978]
article: [642, 900, 1045, 1075]
article: [1204, 203, 1556, 375]
headline: ΚΙΝΕΖΟΣ ΥΦΥΠΟΥΡΓΟΣ ΑΠΗΛΛΑΓΗ ΤΩΝ ΚΑΘΗΚΟΝΤΩΝ ΤΟΥ: [1062, 821, 1187, 864]
table-cell: 240,00—245,00: [560, 815, 629, 826]
table-row: [338, 814, 631, 826]
article: [1055, 1478, 1194, 1624]
article-body: Κατά πληροφορίας εκ Νέας Υόρκης, συνεστήθη εκεί εμπορική εταιρεία με σκοπόν την εισαγωγήν και διάθεσιν εις την αμερικανικήν αγοράν ελληνικών χειροτεχνημάτων και ειδών λαϊκής τέχνης.: [642, 801, 1045, 836]
dateline: ΑΛΓΕΡΙΟΝ, 5. (Ρώυτερ).—: [1055, 1787, 1193, 1810]
article-body: Ανατολικογερμανός ναυτικός εζήτησεν άσυλον εις την Ολλανδίαν.: [1055, 1684, 1194, 1719]
article-body: Τον Οκτώβριον θα αρχίσουν αι διαπραγματεύσεις διά την ανανέωσιν των εμπορικών συμφωνιών μετά της Γιουγκοσλαβίας και της Τσεχοσλοβακίας. Αι συμφωνίαι λήγουν εις το τέλος του έτους.: [338, 534, 631, 581]
column-1: [29, 8, 331, 2360]
headline: ΤΟ ΣΕΜΙΝΑΡΙΟΝ ΔΙΔΑΣΚΑΛΙΑΣ ΜΑΘΗΜΑΤΙΚΩΝ: [340, 1467, 629, 1484]
article-body: Συνελθόντες εις συνέλευσιν οι αρτοποιοί των Αθηνών απεφάσισαν να κατέλθουν εις εικοσιτετράωρον απεργίαν, διαμαρτυρόμενοι διά την μη ικανοποίησιν των αιτημάτων των.: [338, 1303, 631, 1350]
article-body: Κατά πληροφορίας, η κυβέρνησις θα προβή εντός του προσεχούς δεκαπενθημέρου εις την αναθεώρησιν του εκλογικού νόμου.: [338, 1413, 631, 1449]
dateline: ΑΘΗΝΑΙ, 5.—: [338, 1486, 414, 1499]
headline: ΕΡΓΟΣΤΑΣΙΑ ΑΝΘΡΑΚΟΣΙΔΗΡΟΥ ΚΑΙ ΣΙΔΗΡΟΠΥΡΙΤΟΥ ΘΑ ΚΑΤΑΣΚΕΥΑΣΗ Η ΒΟΥΛΓΑΡΙΑ ΠΛΗΣΙΟΝ ΤΟΥ ΑΣΣΟΥΑΝ: [1213, 1365, 1547, 1411]
article-body: Ο γερουσιαστής θα προτείνη τροπολογίαν εις την συνθήκην περί απαγορεύσεως των πυρηνικών δοκιμών.: [1204, 954, 1556, 977]
dateline: ΟΥΑΣΙΓΚΤΩΝ, 5. (Ασ. Πρες).—: [1204, 941, 1376, 954]
table-cell: 245,00—250,00: [560, 768, 629, 779]
dateline: ΑΘΗΝΑΙ, 5.—: [338, 1290, 414, 1303]
dateline: ΑΘΗΝΑΙ, 5.—: [642, 1755, 717, 1768]
headline: ΔΡΑΣΙΣ ΤΡΟΜΟΚΡΑΤΩΝ ΕΙΣ ΣΑΝ ΣΑΛΒΑΤΟΡ: [1062, 1870, 1187, 1899]
headline: Η ΝΟΤΙΟΣ ΑΦΡΙΚΗ ΔΕΝ ΘΑ ΔΕΧΘΗ ΠΑΡΑΤΗΡΗΤΑΣ ΤΩΝ ΗΝΩΜΕΝΩΝ ΕΘΝΩΝ: [1055, 218, 1194, 259]
article: [1204, 1898, 1556, 2064]
dateline: ΑΘΗΝΑΙ, 5.—: [33, 327, 109, 340]
article-body: Η Βουλγαρία θα κατασκευάση εργοστάσια εις την Αίγυπτον πλησίον του Ασσουάν, βάσει υπογραφείσης συμφωνίας.: [1204, 1426, 1556, 1450]
